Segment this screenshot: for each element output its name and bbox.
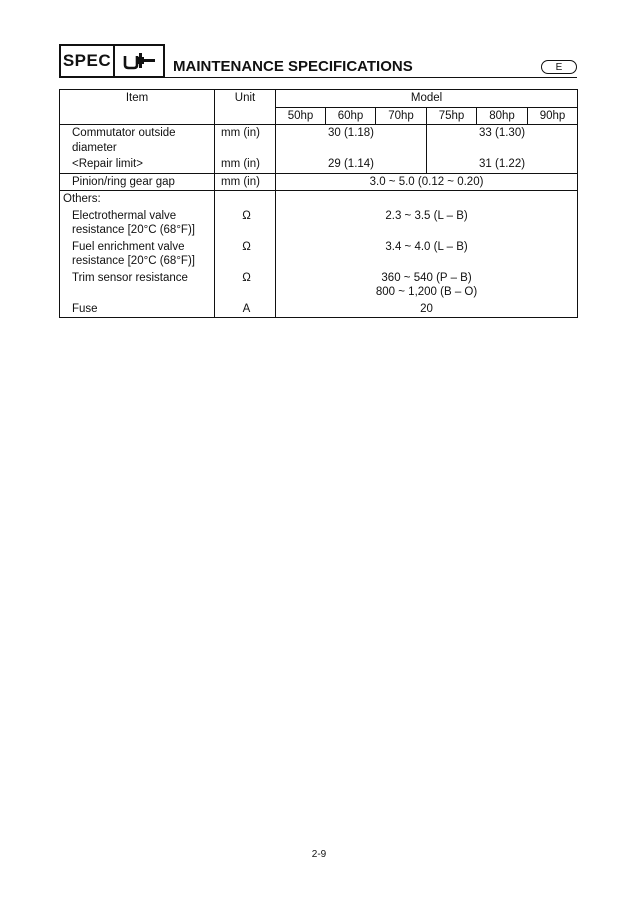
spec-label: SPEC [59, 44, 115, 78]
language-badge: E [541, 60, 577, 74]
value-electrothermal: 2.3 ~ 3.5 (L – B) [385, 209, 468, 222]
unit-repair-limit: mm (in) [215, 156, 276, 173]
unit-commutator: mm (in) [215, 125, 276, 157]
wrench-gauge-icon [121, 51, 157, 71]
header-model: Model [276, 90, 578, 108]
item-electrothermal: Electrothermal valve resistance [20°C (68°F)] [60, 208, 215, 239]
value-pinion: 3.0 ~ 5.0 (0.12 ~ 0.20) [276, 173, 578, 191]
page-number: 2-9 [311, 849, 327, 860]
item-trim-sensor: Trim sensor resistance [60, 270, 215, 301]
unit-pinion: mm (in) [215, 173, 276, 191]
item-fuse: Fuse [60, 301, 215, 318]
value-fuse: 20 [420, 302, 433, 315]
model-50hp: 50hp [276, 107, 326, 125]
value-commutator-50-70: 30 (1.18) [276, 125, 427, 157]
item-commutator: Commutator outside diameter [60, 125, 215, 157]
unit-fuel-enrichment: Ω [215, 239, 276, 270]
model-60hp: 60hp [326, 107, 376, 125]
value-repair-75-90: 31 (1.22) [479, 158, 526, 170]
header-rule [165, 77, 577, 78]
table-row [60, 125, 578, 157]
value-repair-50-70: 29 (1.14) [276, 156, 427, 173]
unit-fuse: A [215, 301, 276, 318]
table-row [60, 239, 578, 270]
model-75hp: 75hp [427, 107, 477, 125]
item-others: Others: [60, 191, 215, 208]
table-row [60, 156, 578, 173]
item-pinion: Pinion/ring gear gap [60, 173, 215, 191]
page-title: MAINTENANCE SPECIFICATIONS [173, 58, 413, 75]
table-row [60, 301, 578, 318]
table-row [60, 173, 578, 191]
value-trim-sensor: 360 ~ 540 (P – B) 800 ~ 1,200 (B – O) [375, 271, 478, 298]
icon-box [115, 44, 165, 78]
table-row [60, 191, 578, 208]
header-item: Item [60, 90, 215, 125]
unit-electrothermal: Ω [215, 208, 276, 239]
maintenance-spec-table [59, 89, 578, 318]
page-header [59, 44, 577, 82]
table-header-row [60, 90, 578, 108]
model-90hp: 90hp [528, 107, 578, 125]
value-fuel-enrichment: 3.4 ~ 4.0 (L – B) [385, 240, 468, 253]
header-unit: Unit [215, 90, 276, 125]
unit-trim-sensor: Ω [215, 270, 276, 301]
table-row [60, 208, 578, 239]
table-row [60, 270, 578, 301]
model-70hp: 70hp [376, 107, 427, 125]
value-commutator-75-90: 33 (1.30) [479, 127, 526, 139]
item-fuel-enrichment: Fuel enrichment valve resistance [20°C (68°F)] [60, 239, 215, 270]
model-80hp: 80hp [477, 107, 528, 125]
item-repair-limit: <Repair limit> [60, 156, 215, 173]
